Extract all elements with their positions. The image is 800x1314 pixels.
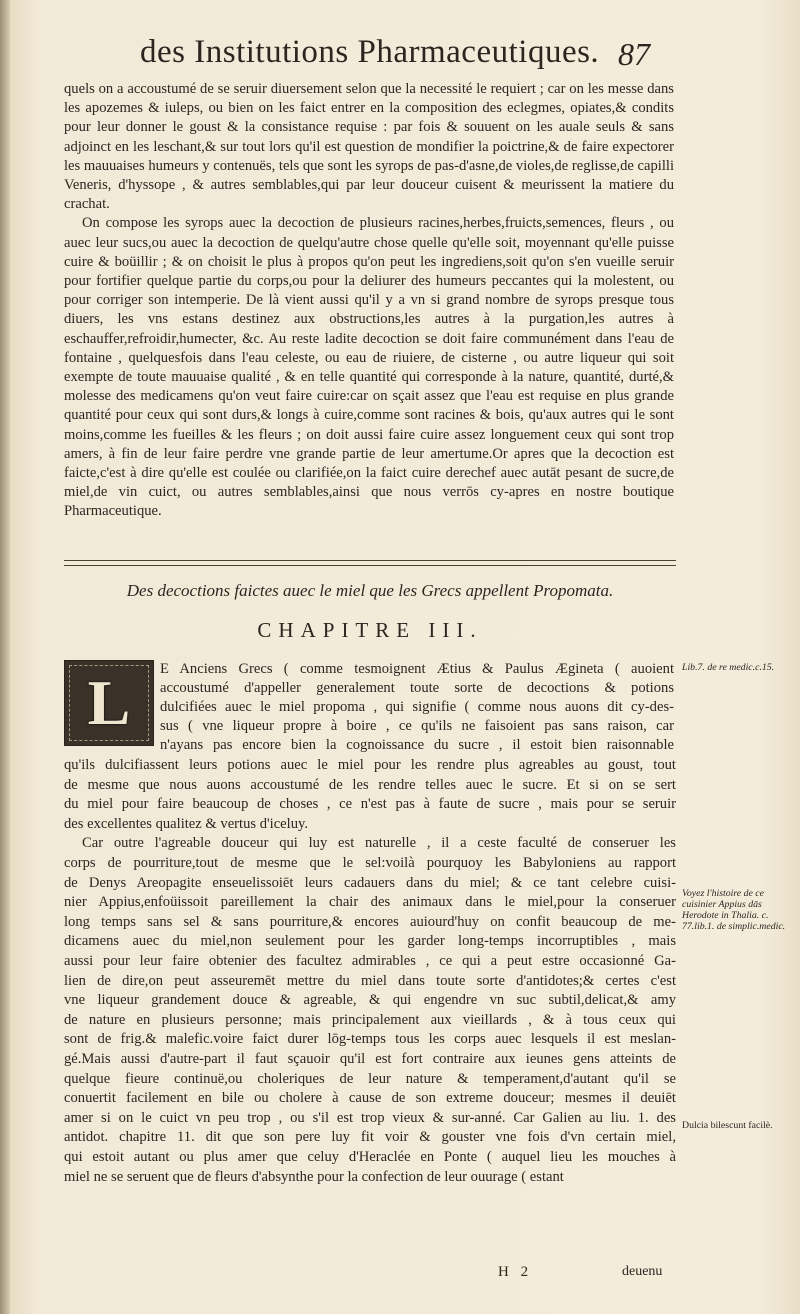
body-text-top <box>64 80 674 522</box>
section-divider <box>64 560 676 568</box>
ornamental-initial <box>64 660 154 746</box>
section-title: Des decoctions faictes auec le miel que les Grecs appellent Propomata. <box>126 581 614 600</box>
text-line: sont de frig.& malefic.voire faict durer lōg-temps tous les corps auec lesquels il est meslan- <box>64 1031 676 1048</box>
margin-note: Voyez l'histoire de ce cuisinier Appius dās Herodote in Thalia. c. 77.lib.1. de simplic.medic. <box>682 888 786 932</box>
text-line: n'ayans pas encore bien la cognoissance du sucre , il estoit bien raisonnable <box>160 737 674 753</box>
catchword: deuenu <box>622 1264 663 1279</box>
text-line: de Denys Areopagite enseuelissoiēt leurs cadauers dans du miel; & ce tant celebre cuisi- <box>64 874 676 891</box>
text-line: des excellentes qualitez & vertus d'iceluy. <box>64 815 309 832</box>
text-line: aussi pour leur faire obtenier des facultez admirables , ce qui a peut estre occasionné Ga- <box>64 953 676 969</box>
text-line: antidot. chapitre 11. dit que son pere luy fit voir & gouster vne fois d'vn certain miel, <box>64 1129 676 1146</box>
text-line: quelque fieure continuë,ou choleriques de leur nature & temperament,d'autant qu'il se <box>64 1070 676 1087</box>
text-line: de mesme que nous auons accoustumé de les rendre telles auec le sucre. Et si on se sert <box>64 776 676 793</box>
text-line: dicamens auec du miel,non seulement pour les garder long-temps incorruptibles , mais <box>64 933 676 950</box>
text-line: E Anciens Grecs ( comme tesmoignent Ætius & Paulus Ægineta ( auoient <box>160 661 674 677</box>
initial-letter: L <box>87 667 131 738</box>
text-line: Car outre l'agreable douceur qui luy est naturelle , il a ceste faculté de conseruer les <box>82 835 676 852</box>
text-line: sus ( vne liqueur propre à boire , ce qu'ils ne faisoient pas sans raison, car <box>160 718 674 734</box>
text-line: gé.Mais aussi d'autre-part il faut sçauoir qu'il est fort contraire aux ieunes gens atteints de <box>64 1051 676 1067</box>
text-line: conuertit facilement en bile ou cholere à cause de son extreme douceur; mesmes il deuiēt <box>64 1090 676 1107</box>
divider-rule <box>64 565 676 566</box>
text-line: lien de dire,on peut asseuremēt mettre du miel dans toute sorte d'antidotes;& certes c'est <box>64 972 676 989</box>
text-line: du miel pour faire beaucoup de choses , ce n'est pas à faute de sucre , mais pour se seruir <box>64 796 676 813</box>
text-line: miel ne se seruent que de fleurs d'absynthe pour la confection de leur ouurage ( estant <box>64 1168 564 1185</box>
margin-note: Lib.7. de re medic.c.15. <box>682 662 775 673</box>
text-line: de nature en plusieurs personne; mais principalement aux vieillards , & à tous ceux qui <box>64 1011 676 1028</box>
page-header <box>140 34 700 84</box>
chapter-heading: CHAPITRE III. <box>257 618 483 642</box>
text-line: nier Appius,enfoüissoit pareillement la chair des animaux dans le miel,pour la conseruer <box>64 894 676 911</box>
paragraph: quels on a accoustumé de se seruir diuersement selon que la necessité le requiert ; car on les messe dans les apozemes & iuleps, ou bien on les faict entrer en la composition des eclegmes, opiates,& condits pour leur donner le goust & la consistance requise : par fois & souuent on les auale seuls & sans adjoinct en les leschant,& sur tout lors qu'il est question de mondifier la poictrine,& de faire expectorer les mauuaises humeurs y contenuës, tels que sont les syrops de pas-d'asne,de violes,de reglisse,de capilli Veneris, d'hyssope , & autres semblables,qui par leur douceur cuisent & meurissent la matiere du crachat. <box>64 81 674 213</box>
text-line: qui estoit autant ou plus amer que celuy d'Heraclée en Ponte ( auquel lieu les mouches à <box>64 1149 676 1165</box>
divider-rule <box>64 560 676 561</box>
text-line: accoustumé d'appeller generalement toute sorte de decoctions & potions <box>160 680 674 696</box>
text-line: vne liqueur grandement douce & agreable, & qui engendre vn suc subtil,delicat,& amy <box>64 992 676 1009</box>
text-line: qu'ils dulcifiassent leurs potions auec le miel pour les rendre plus agreables au goust, tout <box>64 757 676 773</box>
text-line: amer si on le cuict vn peu trop , ou s'il est trop vieux & sur-anné. Car Galien au liu. 1. des <box>64 1109 676 1126</box>
text-line: dulcifiées auec le miel propoma , qui signifie ( comme nous auons dit cy-des- <box>160 699 674 715</box>
running-title: des Institutions Pharmaceutiques. <box>140 34 600 70</box>
page-number: 87 <box>618 36 650 72</box>
text-line: corps de pourriture,tout de mesme que le sel:voilà pourquoy les Babyloniens au rapport <box>64 855 676 871</box>
binding-gutter <box>0 0 10 1314</box>
text-line: long temps sans sel & sans pourriture,& encores auiourd'huy on confit beaucoup de me- <box>64 913 676 930</box>
margin-note: Dulcia bilescunt facilè. <box>682 1120 773 1131</box>
paragraph: On compose les syrops auec la decoction de plusieurs racines,herbes,fruicts,semences, fleurs , ou auec leur sucs,ou auec la decoction de quelqu'autre chose quelle qu'elle soit, moyennant qu'elle puisse cuire & boüillir ; & on choisit le plus à propos qu'on peut les ingrediens,soit qu'on s'en vueille seruir pour fortifier quelque partie du corps,ou pour la deliurer des humeurs peccantes qui la molestent, ou pour corriger son intemperie. De là vient aussi qu'il y a vn si grand nombre de syrops presque tous diuers, les vns estans destinez aux obstructions,les autres à la purgation,les autres à eschauffer,refroidir,humecter, &c. Au reste ladite decoction se doit faire communément dans l'eau de fontaine , quelquesfois dans l'eau celeste, ou eau de riuiere, de cisterne , ou autre liqueur qui soit exempte de toute mauuaise qualité , & en telle quantité qui corresponde à la nature, quantité, durté,& molesse des medicamens qu'on veut faire cuire:car on sçait assez que l'eau est requise en plus grande quantité pour ceux qui sont durs,& longs à cuire,comme sont racines & bois, qu'aux autres qui le sont moins,comme les fueilles & les fleurs ; on doit aussi faire cuire assez longuement ceux qui sont trop amers, à fin de leur faire perdre vne grande partie de leur amertume.Or apres que la decoction est faicte,c'est à dire qu'elle est coulée ou clarifiée,on la faict cuire derechef auec autāt pesant de sucre,de miel,de vin cuict, ou autres semblables,ainsi que nous verrōs cy-apres en nostre boutique Pharmaceutique. <box>64 215 674 520</box>
signature-mark: H 2 <box>498 1264 533 1280</box>
